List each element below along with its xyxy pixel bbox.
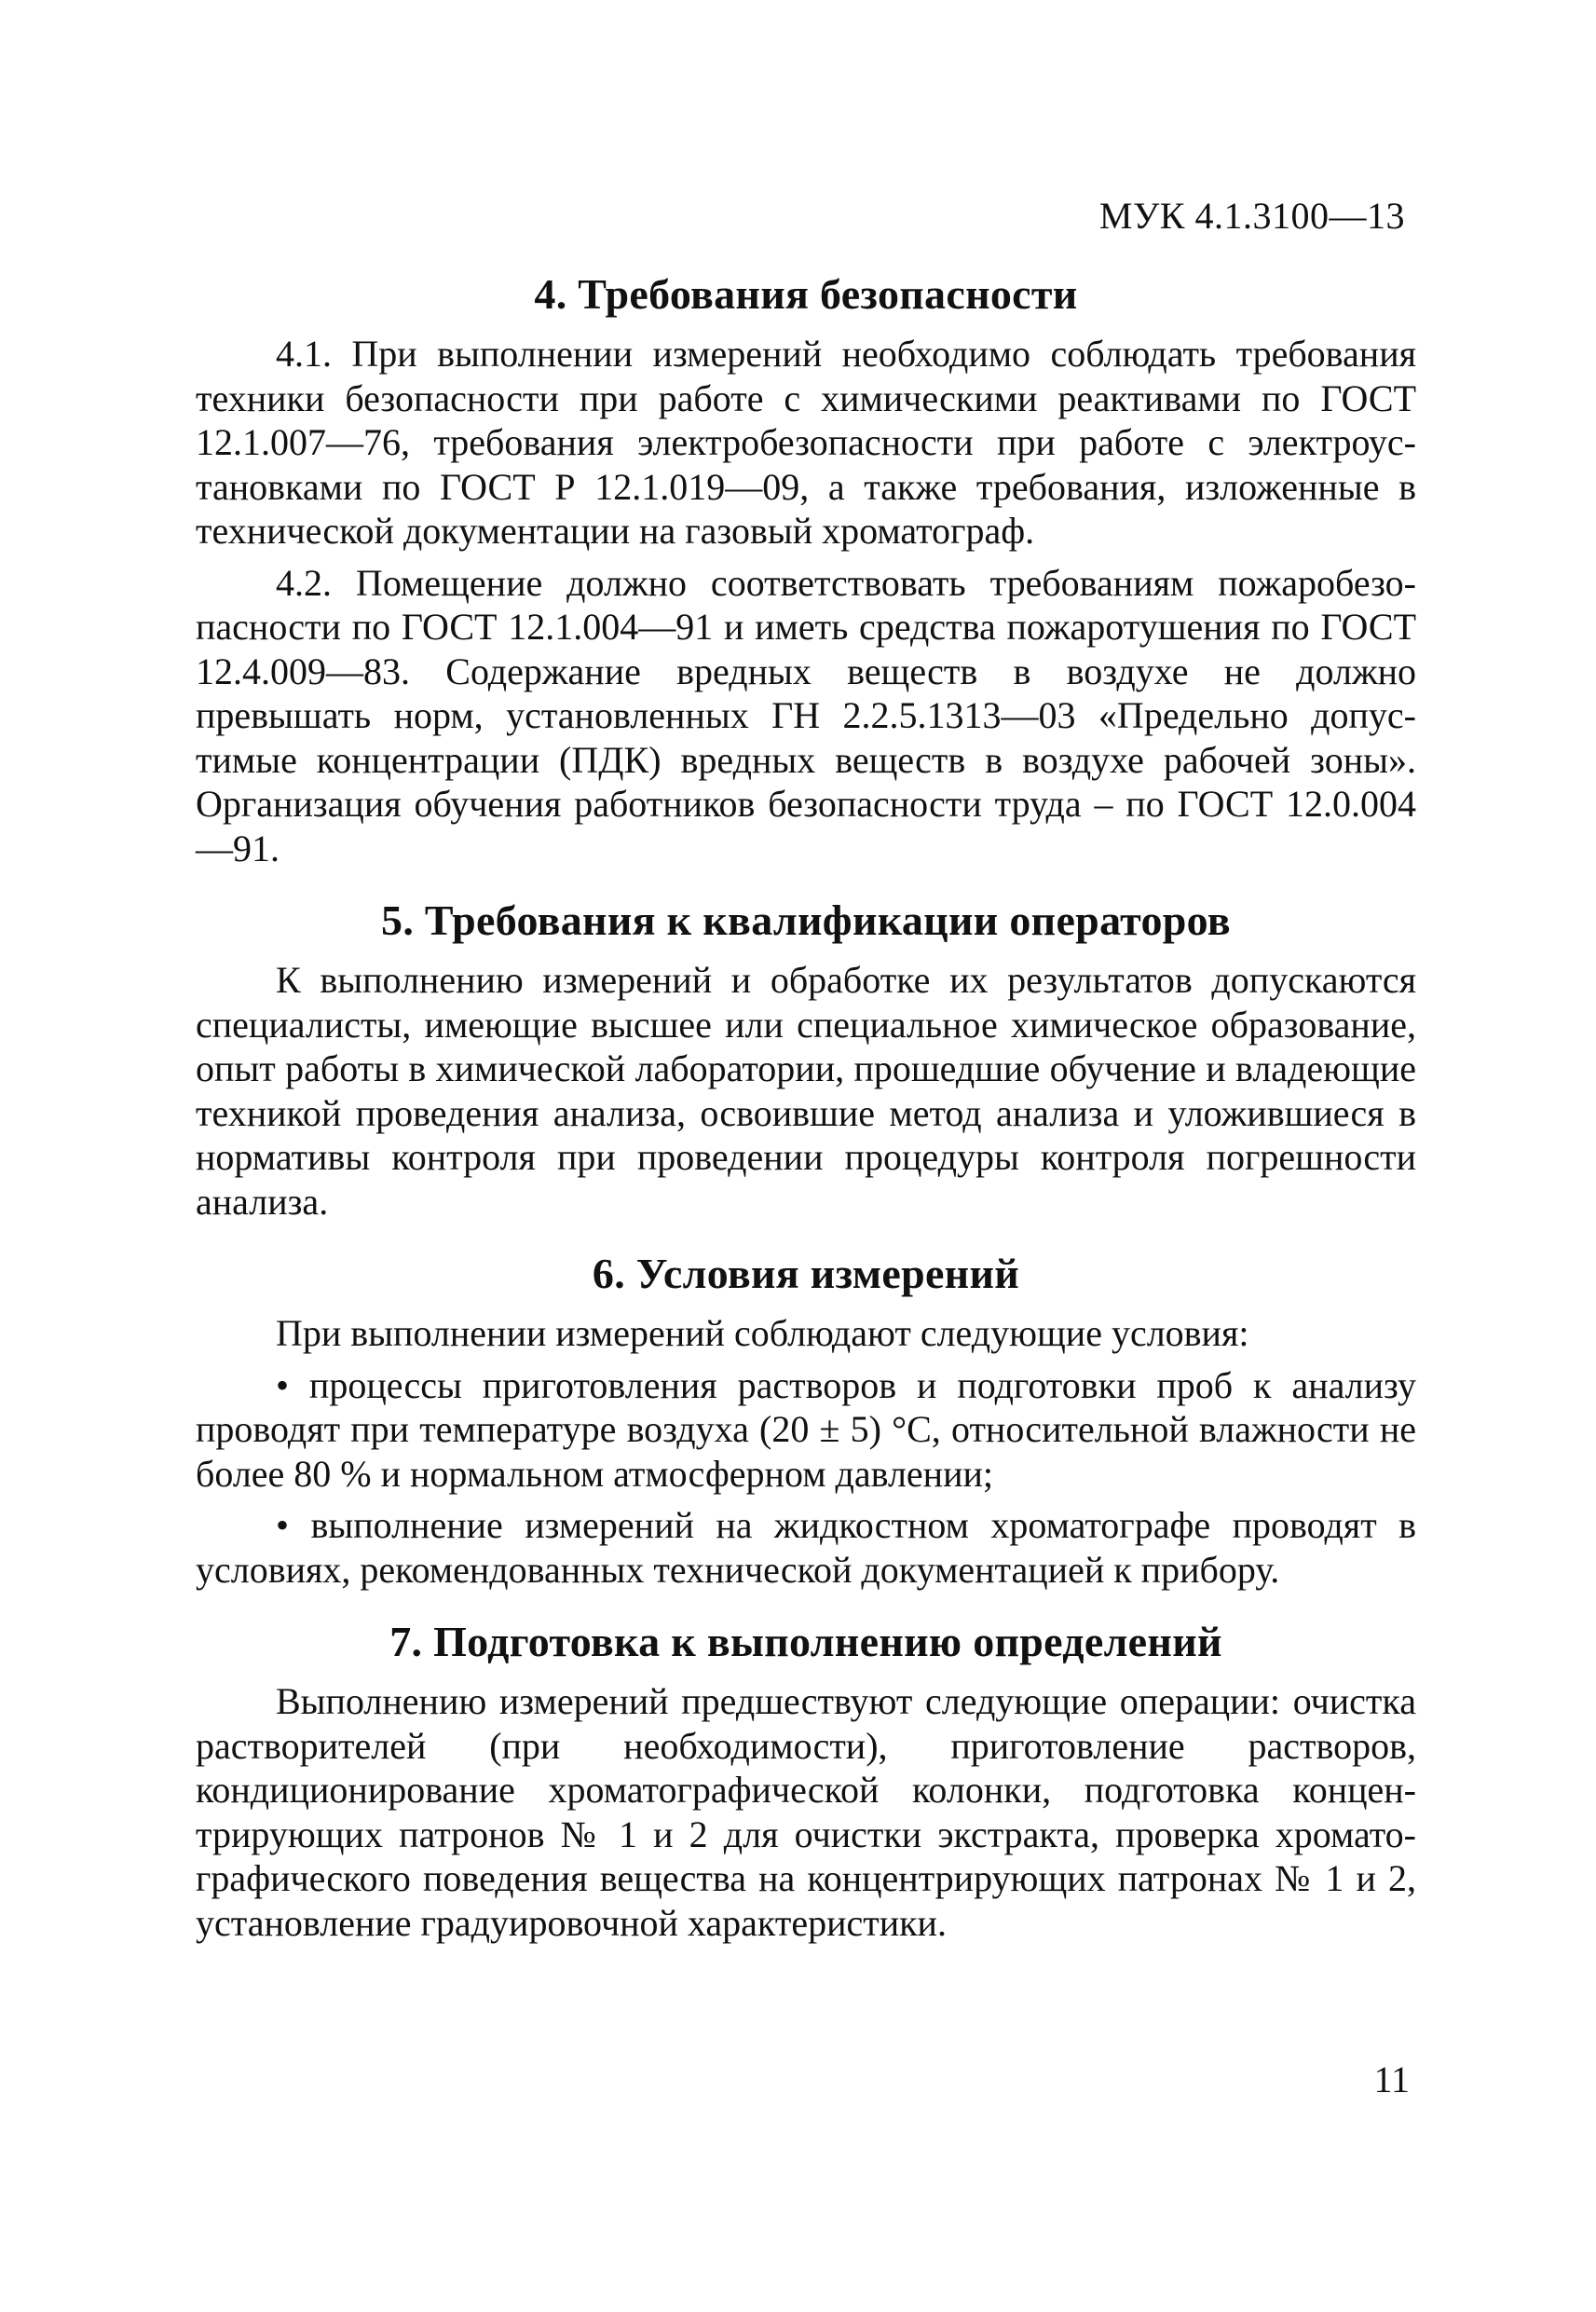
section-title: 7. Подготовка к выполнению определений <box>389 1618 1222 1665</box>
section-title: 5. Требования к квалификации операторов <box>381 896 1231 944</box>
section-safety-requirements <box>196 270 1416 870</box>
section-preparation <box>196 1618 1416 1945</box>
section-spacer <box>196 1592 1416 1618</box>
section-measurement-conditions <box>196 1250 1416 1592</box>
paragraph: Выполнению измерений предшествуют следующие операции: очистка растворителей (при необходимости), приготовление растворов, кондиционирование хроматографической колонки, подготовка концентрирующих патронов № 1 и 2 для очистки экстракта, проверка хроматографического поведения вещества на концентрирующих патронах № 1 и 2, установление градуировочной характеристики. <box>196 1680 1416 1944</box>
document-code: МУК 4.1.3100—13 <box>1098 195 1405 237</box>
paragraph: При выполнении измерений соблюдают следующие условия: <box>276 1312 1249 1354</box>
paragraph: 4.2. Помещение должно соответствовать требованиям пожаробезопасности по ГОСТ 12.1.004—91 и иметь средства пожаротушения по ГОСТ 12.4.009—83. Содержание вредных веществ в воздухе не должно превышать норм, установленных ГН 2.2.5.1313—03 «Предельно допустимые концентрации (ПДК) вредных веществ в воздухе рабочей зоны». Организация обучения работников безопасности труда – по ГОСТ 12.0.004—91. <box>196 561 1416 869</box>
section-spacer <box>196 870 1416 896</box>
page-number: 11 <box>1373 2059 1410 2100</box>
page-content <box>196 270 1416 1945</box>
section-title: 4. Требования безопасности <box>534 270 1078 318</box>
section-title: 6. Условия измерений <box>592 1250 1020 1297</box>
list-item: • процессы приготовления растворов и подготовки проб к анализу проводят при температуре воздуха (20 ± 5) °С, относительной влажности не более 80 % и нормальном атмосферном давлении; <box>196 1363 1416 1495</box>
section-spacer <box>196 1224 1416 1250</box>
paragraph: К выполнению измерений и обработке их результатов допускаются специалисты, имеющие высшее или специальное химическое образование, опыт работы в химической лаборатории, прошедшие обучение и владеющие техникой проведения анализа, освоившие метод анализа и уложившиеся в нормативы контроля при проведении процедуры контроля погрешности анализа. <box>196 959 1416 1223</box>
paragraph: 4.1. При выполнении измерений необходимо соблюдать требования техники безопасности при работе с химическими реактивами по ГОСТ 12.1.007—76, требования электробезопасности при работе с электроустановками по ГОСТ Р 12.1.019—09, а также требования, изложенные в технической документации на газовый хроматограф. <box>196 333 1416 552</box>
list-item: • выполнение измерений на жидкостном хроматографе проводят в условиях, рекомендованных технической документацией к прибору. <box>196 1504 1416 1591</box>
section-operator-qualification <box>196 896 1416 1224</box>
